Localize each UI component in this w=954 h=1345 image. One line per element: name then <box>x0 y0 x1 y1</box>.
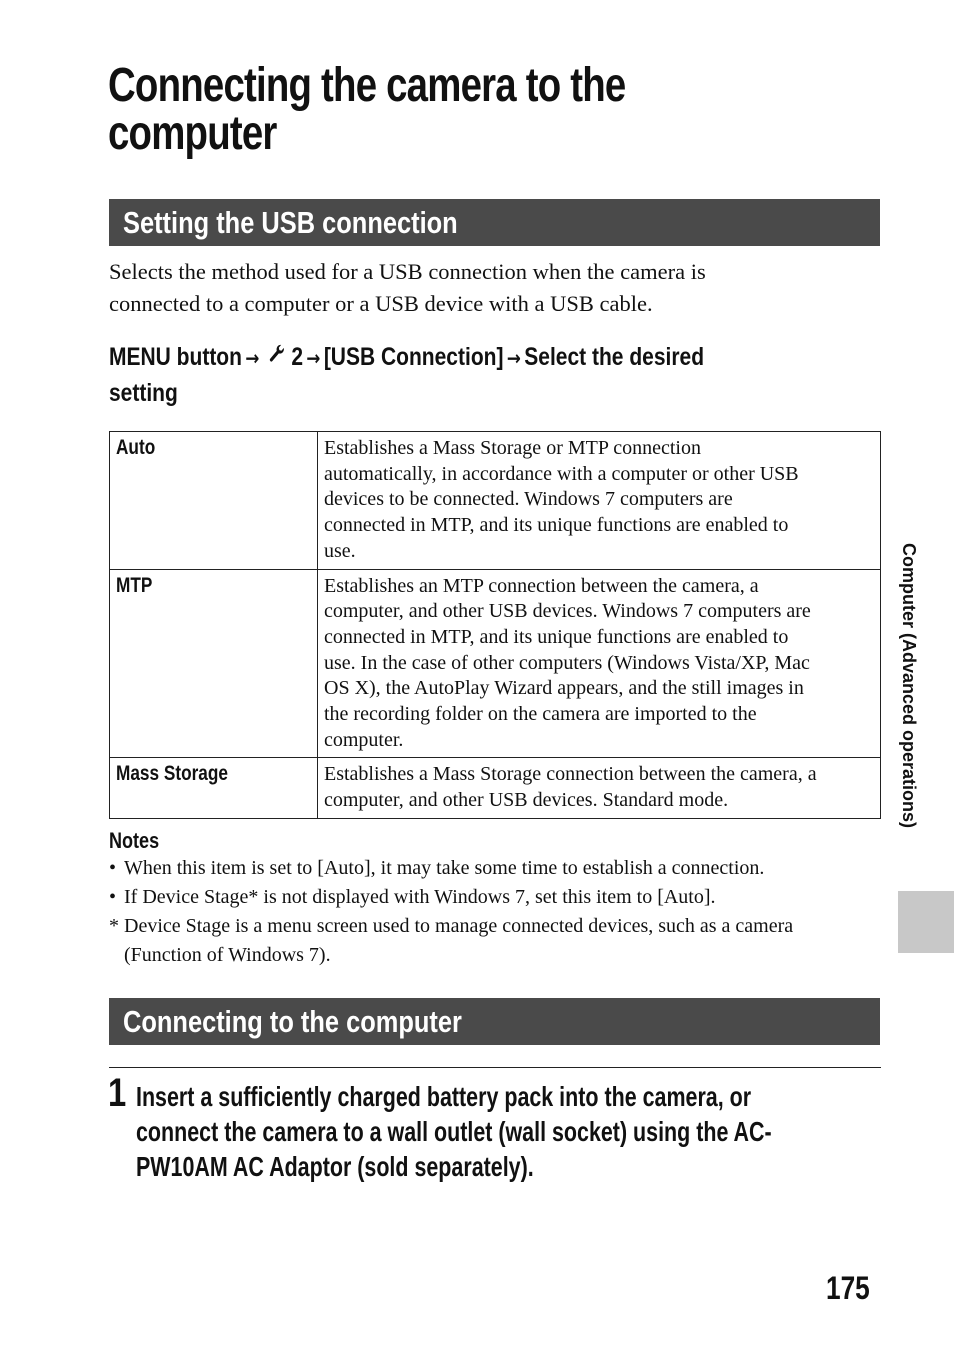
setting-description <box>318 432 881 570</box>
description-line: devices to be connected. Windows 7 computers are <box>324 488 733 511</box>
wrench-icon <box>268 341 286 376</box>
step-number <box>108 1070 130 1116</box>
menu-button-label: MENU button <box>109 343 242 371</box>
menu-item-usb-connection: [USB Connection] <box>323 343 504 371</box>
section-heading-text: Setting the USB connection <box>123 205 458 240</box>
description-line: computer, and other USB devices. Standard mode. <box>324 789 729 812</box>
table-row <box>110 758 881 818</box>
description-line: Establishes a Mass Storage or MTP connection <box>324 437 701 459</box>
usb-settings-table <box>109 431 881 819</box>
bullet-marker: • <box>109 886 117 908</box>
step-instruction <box>136 1079 896 1184</box>
setting-name-text: Auto <box>116 436 156 459</box>
list-item <box>109 854 881 883</box>
description-line: connected in MTP, and its unique functions are enabled to <box>324 514 789 537</box>
setting-description <box>318 758 881 818</box>
setting-name-text: Mass Storage <box>116 762 228 786</box>
chapter-side-label-text: Computer (Advanced operations) <box>899 543 919 829</box>
list-item <box>109 912 881 970</box>
description-line: OS X), the AutoPlay Wizard appears, and the still images in <box>324 677 804 700</box>
menu-action-text: Select the desired <box>524 343 705 371</box>
arrow-right-icon: → <box>506 346 521 370</box>
menu-path-line-2: setting <box>109 379 178 407</box>
arrow-right-icon: → <box>306 346 321 370</box>
page-title-line-1: Connecting the camera to the <box>108 59 626 112</box>
note-text: (Function of Windows 7). <box>124 944 331 966</box>
footnote-marker: * <box>109 915 119 937</box>
page-title <box>108 59 868 160</box>
list-item <box>109 883 881 912</box>
menu-tab-number: 2 <box>291 343 304 371</box>
chapter-side-label <box>896 543 922 873</box>
table-row <box>110 432 881 570</box>
description-line: use. <box>324 539 356 562</box>
page-title-line-2: computer <box>108 107 277 160</box>
arrow-right-icon: → <box>245 346 260 370</box>
menu-path-instruction <box>109 340 889 411</box>
description-line: connected in MTP, and its unique functions are enabled to <box>324 625 789 648</box>
description-line: Establishes a Mass Storage connection between the camera, a <box>324 763 817 786</box>
description-line: automatically, in accordance with a computer or other USB <box>324 462 799 485</box>
page-number <box>826 1268 879 1308</box>
step-line-1: Insert a sufficiently charged battery pack into the camera, or <box>136 1081 752 1112</box>
intro-paragraph <box>109 256 849 320</box>
setting-description <box>318 569 881 758</box>
description-line: computer, and other USB devices. Windows 7 computers are <box>324 600 811 623</box>
section-heading-usb-connection <box>109 199 880 246</box>
step-number-text: 1 <box>108 1071 127 1115</box>
step-line-2: connect the camera to a wall outlet (wall socket) using the AC- <box>136 1116 772 1147</box>
table-row <box>110 569 881 758</box>
notes-list <box>109 854 881 970</box>
page-number-text: 175 <box>826 1270 870 1306</box>
setting-name-text: MTP <box>116 573 153 597</box>
step-line-3: PW10AM AC Adaptor (sold separately). <box>136 1151 534 1182</box>
section-heading-text: Connecting to the computer <box>123 1004 462 1039</box>
description-line: the recording folder on the camera are imported to the <box>324 703 757 726</box>
description-line: use. In the case of other computers (Windows Vista/XP, Mac <box>324 651 810 674</box>
intro-line-2: connected to a computer or a USB device with a USB cable. <box>109 291 653 316</box>
intro-line-1: Selects the method used for a USB connection when the camera is <box>109 259 706 284</box>
setting-name-mtp <box>110 569 318 758</box>
description-line: computer. <box>324 728 404 751</box>
note-text: When this item is set to [Auto], it may take some time to establish a connection. <box>124 857 765 879</box>
chapter-tab-marker <box>898 891 954 953</box>
setting-name-mass-storage <box>110 758 318 818</box>
setting-name-auto <box>110 432 318 570</box>
section-heading-connecting-computer <box>109 998 880 1045</box>
description-line: Establishes an MTP connection between the camera, a <box>324 574 759 597</box>
note-text: Device Stage is a menu screen used to manage connected devices, such as a camera <box>124 915 794 937</box>
notes-heading-text: Notes <box>109 828 160 853</box>
divider <box>109 1067 881 1068</box>
notes-heading <box>109 827 170 855</box>
menu-path-line-1 <box>109 340 764 376</box>
bullet-marker: • <box>109 857 117 879</box>
note-text: If Device Stage* is not displayed with Windows 7, set this item to [Auto]. <box>124 886 716 908</box>
